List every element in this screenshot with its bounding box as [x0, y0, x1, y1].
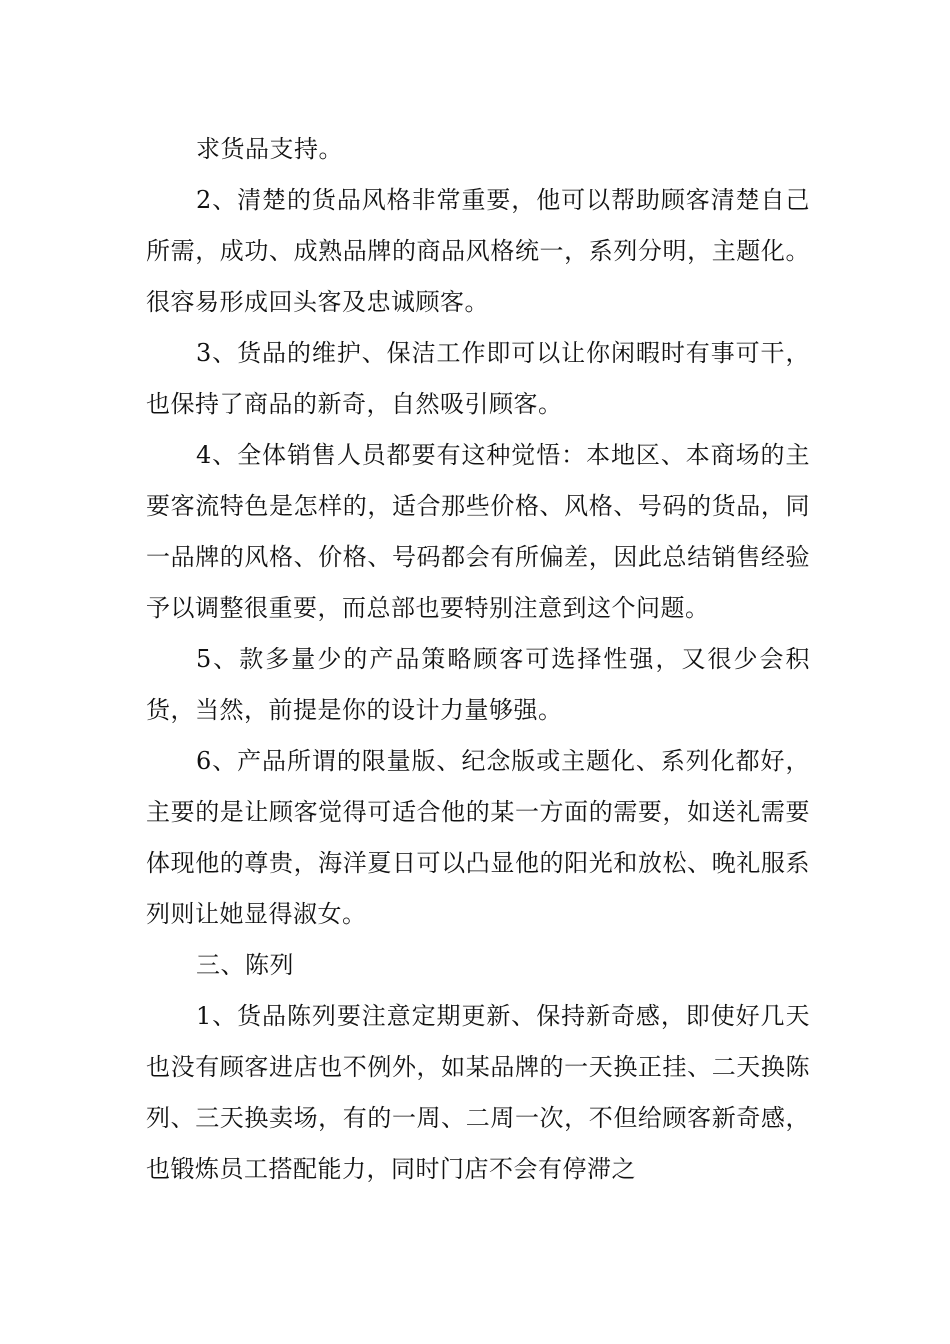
section-heading-display: 三、陈列 — [196, 951, 294, 979]
paragraph-item-4: 4、全体销售人员都要有这种觉悟：本地区、本商场的主要客流特色是怎样的，适合那些价格、风格、号码的货品，同一品牌的风格、价格、号码都会有所偏差，因此总结销售经验予以调整很重要，而总部也要特别注意到这个问题。 — [146, 441, 810, 622]
paragraph-display-1: 1、货品陈列要注意定期更新、保持新奇感，即使好几天也没有顾客进店也不例外，如某品牌的一天换正挂、二天换陈列、三天换卖场，有的一周、二周一次，不但给顾客新奇感，也锻炼员工搭配能力，同时门店不会有停滞之 — [146, 1002, 810, 1183]
paragraph-item-2: 2、清楚的货品风格非常重要，他可以帮助顾客清楚自己所需，成功、成熟品牌的商品风格统一，系列分明，主题化。很容易形成回头客及忠诚顾客。 — [146, 186, 810, 316]
paragraph-item-3: 3、货品的维护、保洁工作即可以让你闲暇时有事可干，也保持了商品的新奇，自然吸引顾客。 — [146, 339, 810, 418]
paragraph-continuation: 求货品支持。 — [196, 135, 343, 163]
paragraph-item-5: 5、款多量少的产品策略顾客可选择性强，又很少会积货，当然，前提是你的设计力量够强。 — [146, 645, 810, 724]
document-body — [146, 124, 810, 1195]
paragraph-item-6: 6、产品所谓的限量版、纪念版或主题化、系列化都好，主要的是让顾客觉得可适合他的某一方面的需要，如送礼需要体现他的尊贵，海洋夏日可以凸显他的阳光和放松、晚礼服系列则让她显得淑女。 — [146, 747, 810, 928]
